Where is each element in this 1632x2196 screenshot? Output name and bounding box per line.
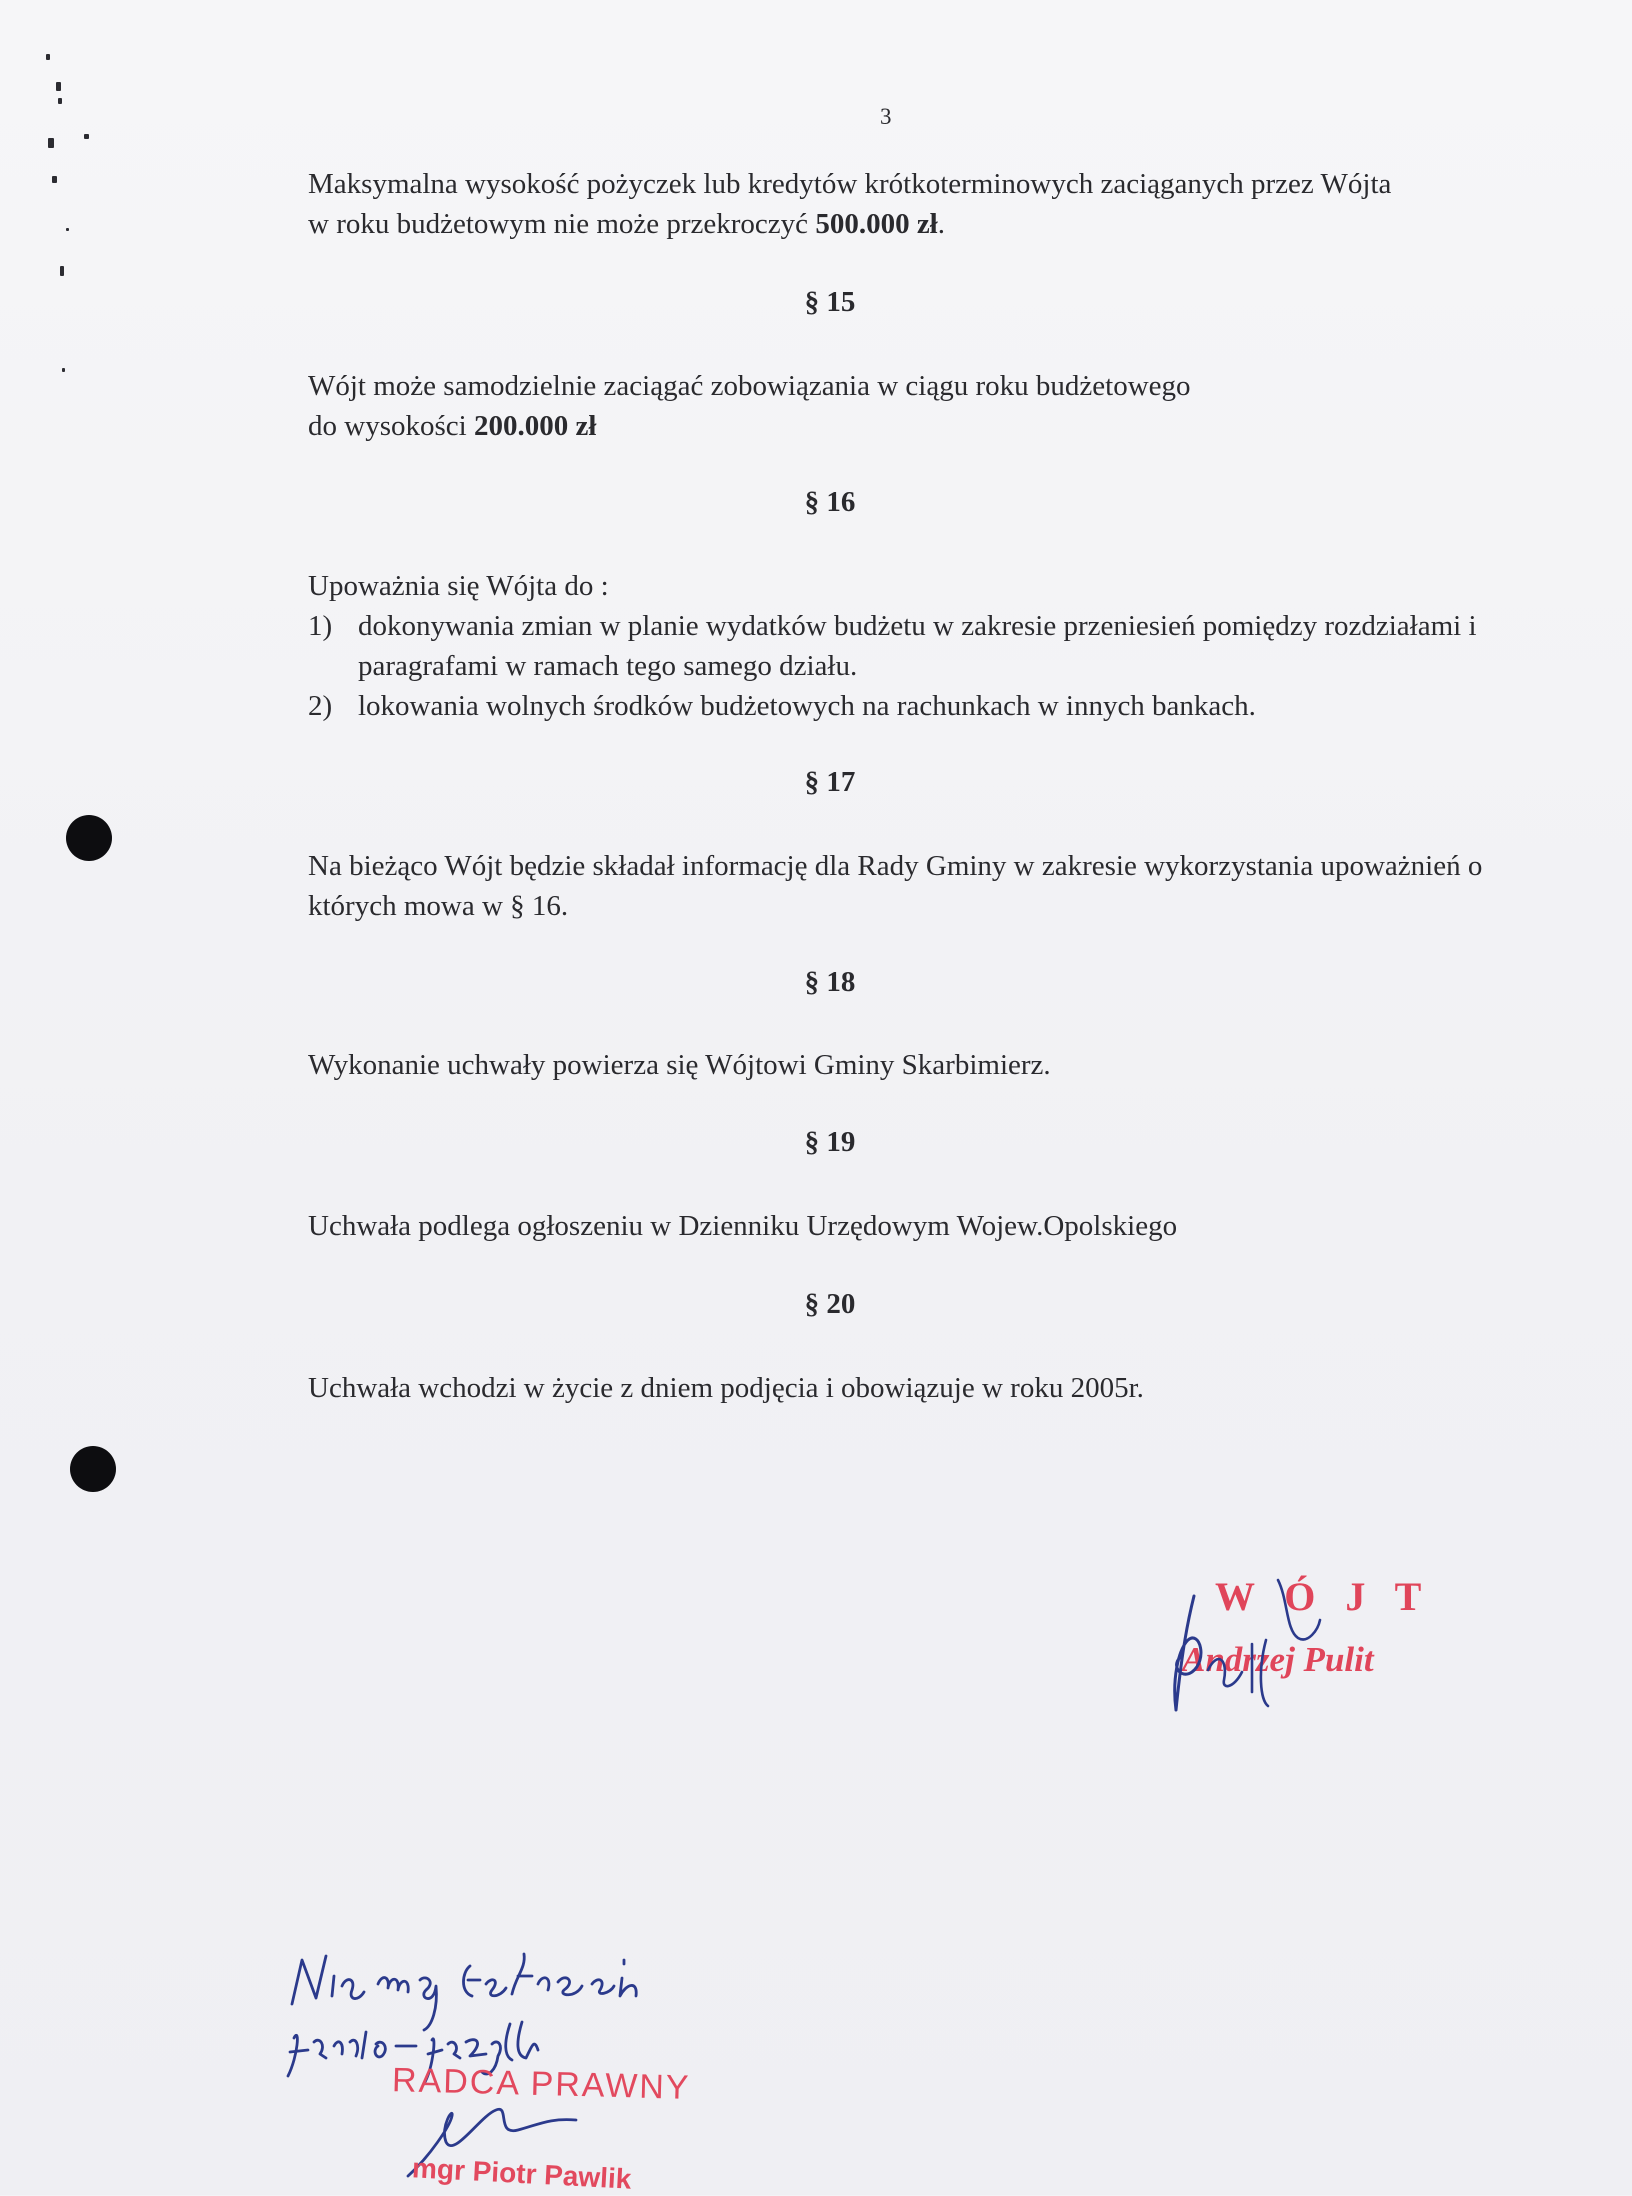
list-item	[308, 686, 1568, 726]
intro-line-2	[308, 204, 1568, 244]
scan-speck	[48, 138, 54, 148]
section-heading-18: § 18	[804, 966, 856, 998]
section-15-amount: 200.000 zł	[473, 410, 597, 442]
section-20-text: Uchwała wchodzi w życie z dniem podjęcia i obowiązuje w roku 2005r.	[308, 1372, 1144, 1404]
section-20-paragraph	[308, 1368, 1568, 1408]
list-item-number: 2)	[308, 690, 333, 722]
scan-speck	[52, 176, 57, 183]
section-15-text: do wysokości	[308, 410, 474, 442]
wojt-stamp-title: W Ó J T	[1215, 1574, 1432, 1619]
section-16-paragraph	[308, 566, 1568, 726]
section-15-line-1: Wójt może samodzielnie zaciągać zobowiązania w ciągu roku budżetowego	[308, 370, 1191, 402]
section-15-paragraph	[308, 366, 1568, 446]
section-heading-17: § 17	[804, 766, 856, 798]
wojt-signature	[1148, 1560, 1388, 1720]
scan-speck	[60, 266, 64, 276]
list-item-text: dokonywania zmian w planie wydatków budżetu w zakresie przeniesień pomiędzy rozdziałami i paragrafami w ramach tego samego działu.	[358, 610, 1477, 682]
section-19-paragraph	[308, 1206, 1568, 1246]
section-heading-19: § 19	[804, 1126, 856, 1158]
list-item-number: 1)	[308, 610, 333, 642]
section-15-line-2	[308, 406, 1568, 446]
list-item-text: lokowania wolnych środków budżetowych na rachunkach w innych bankach.	[358, 690, 1256, 722]
list-item	[308, 606, 1568, 686]
intro-amount: 500.000 zł	[815, 208, 938, 240]
scan-speck	[56, 82, 61, 91]
wojt-stamp-name: Andrzej Pulit	[1182, 1640, 1374, 1679]
page-number: 3	[880, 104, 892, 129]
section-17-text: Na bieżąco Wójt będzie składał informację dla Rady Gminy w zakresie wykorzystania upoważnień o których mowa w § 16.	[308, 850, 1483, 922]
section-heading-20: § 20	[804, 1288, 856, 1320]
section-18-paragraph	[308, 1045, 1568, 1085]
section-19-text: Uchwała podlega ogłoszeniu w Dzienniku Urzędowym Wojew.Opolskiego	[308, 1210, 1178, 1242]
scan-speck	[62, 368, 65, 372]
radca-stamp-name: mgr Piotr Pawlik	[411, 2152, 633, 2195]
scan-speck	[58, 98, 62, 104]
section-heading-16: § 16	[804, 486, 856, 518]
authorization-list	[308, 606, 1568, 726]
scan-speck	[84, 134, 89, 139]
scan-speck	[66, 228, 69, 231]
section-heading-15: § 15	[804, 286, 856, 318]
radca-stamp-title: RADCA PRAWNY	[391, 2061, 692, 2107]
section-17-paragraph	[308, 846, 1508, 926]
intro-line-1: Maksymalna wysokość pożyczek lub kredytów krótkoterminowych zaciąganych przez Wójta	[308, 168, 1392, 200]
intro-text: w roku budżetowym nie może przekroczyć	[308, 208, 816, 240]
binder-hole-top	[66, 815, 112, 861]
binder-hole-bottom	[70, 1446, 116, 1492]
section-18-text: Wykonanie uchwały powierza się Wójtowi Gminy Skarbimierz.	[308, 1049, 1051, 1081]
intro-suffix: .	[937, 208, 945, 240]
scan-speck	[46, 54, 50, 60]
intro-paragraph	[308, 164, 1568, 244]
section-16-lead: Upoważnia się Wójta do :	[308, 570, 609, 602]
